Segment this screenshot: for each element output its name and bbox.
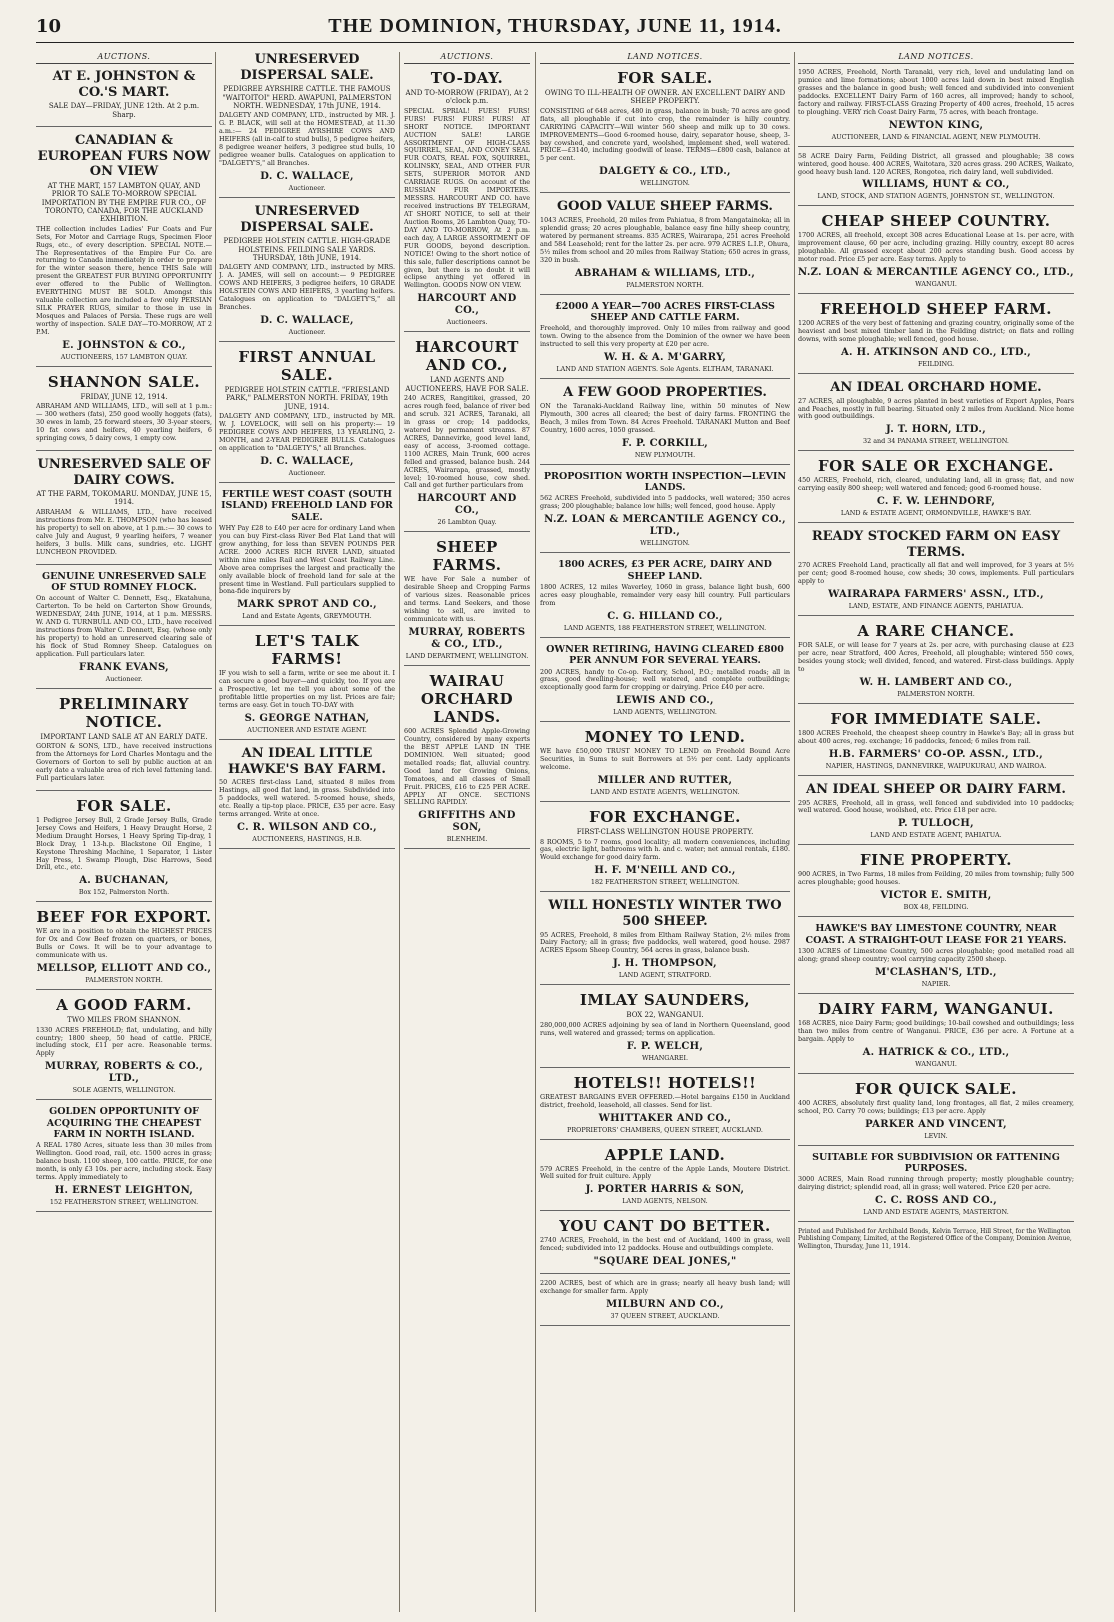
classified-ad — [219, 632, 395, 740]
ad-title: SHANNON SALE. — [47, 372, 201, 391]
advertiser-name: M'CLASHAN'S, LTD., — [875, 966, 997, 978]
ad-body: 900 ACRES, in Two Farms, 18 miles from Feilding, 20 miles from township; fully 500 acres ploughable; good houses. — [798, 870, 1074, 887]
classified-ad — [36, 797, 212, 903]
advertiser-name: MURRAY, ROBERTS & CO., LTD., — [408, 627, 526, 650]
advertiser-address: LAND AGENTS, NELSON. — [622, 1197, 708, 1206]
classified-ad — [219, 204, 395, 342]
classified-ad — [798, 851, 1074, 917]
column-rule — [215, 52, 216, 1612]
column-rule — [399, 52, 400, 1612]
ad-body: On account of Walter C. Dennett, Esq., Ekatahuna, Carterton. To be held on Carterton Show Grounds, WEDNESDAY, 24th JUNE, 1914, at 1 p.m. MESSRS. W. AND G. TURNBULL AND CO., LTD., have received instructions from Walter C. Dennett, Esq. (whose only his property) to hold an unreserved clearing sale of his flock of Stud Romney Sheep. Catalogues on application. Full particulars later. — [36, 594, 212, 658]
advertiser-address: LAND AGENT, STRATFORD. — [618, 971, 712, 980]
classified-ad — [36, 69, 212, 127]
classified-ad — [540, 69, 790, 193]
classified-ad — [36, 908, 212, 990]
ad-body: 270 ACRES Freehold Land, practically all flat and well improved, for 3 years at 5½ per cent; good 8-roomed house, cow sheds; 30 cows, implements. Full particulars apply to — [798, 561, 1074, 586]
advertiser-name: FRANK EVANS, — [79, 661, 169, 673]
ad-body: A REAL 1780 Acres, situate less than 30 miles from Wellington. Good road, rail, etc. 1500 acres in grass; balance bush. 1100 sheep, 100 cattle. PRICE, for one month, is only £3 10s. per acre, including stock. Easy terms. Apply immediately to — [36, 1141, 212, 1182]
ad-title: READY STOCKED FARM ON EASY TERMS. — [811, 529, 1061, 560]
advertiser-address: LAND AND STATION AGENTS. Sole Agents. ELTHAM, TARANAKI. — [556, 365, 774, 374]
advertiser-name: MELLSOP, ELLIOTT AND CO., — [36, 963, 212, 975]
advertiser-address: LAND, STOCK, AND STATION AGENTS, JOHNSTON ST., WELLINGTON. — [817, 192, 1055, 201]
ad-title: CANADIAN & EUROPEAN FURS NOW ON VIEW — [37, 132, 211, 180]
advertiser-name: D. C. WALLACE, — [260, 170, 354, 182]
advertiser-address: AUCTIONEER, LAND & FINANCIAL AGENT, NEW PLYMOUTH. — [831, 132, 1041, 141]
ad-title: A GOOD FARM. — [56, 996, 192, 1015]
ad-title: AN IDEAL ORCHARD HOME. — [830, 380, 1042, 395]
classified-ad — [798, 1080, 1074, 1146]
ad-body: 27 ACRES, all ploughable, 9 acres planted in best varieties of Export Apples, Pears and Peaches, mostly in full bearing. Situated only 2 miles from Auckland. Nice home with good outbuildings. — [798, 396, 1074, 421]
ad-title: GOOD VALUE SHEEP FARMS. — [557, 199, 773, 215]
advertiser-address: LAND AND ESTATE AGENT, PAHIATUA. — [870, 831, 1002, 840]
ad-title: HOTELS!! HOTELS!! — [573, 1073, 757, 1092]
advertiser-address: Auctioneer. — [288, 327, 326, 336]
advertiser-address: WELLINGTON. — [640, 539, 690, 548]
ad-body: DALGETY AND COMPANY, LTD., instructed by MR. J. G. P. BLACK, will sell at the HOMESTEAD, at 11.30 a.m.:— 24 PEDIGREE AYRSHIRE COWS AND HEIFERS (all in-calf to stud bulls), 5 pedigree heifers, 8 pedigree weaner heifers, 3 pedigree stud bulls, 10 pedigree weaner bulls. Catalogues on application to "DALGETY'S," all Branches. — [219, 111, 395, 167]
classified-ad — [540, 1146, 790, 1212]
ad-body: 2740 ACRES, Freehold, in the best end of Auckland, 1400 in grass, well fenced; subdivided into 12 paddocks. House and outbuildings complete. — [540, 1236, 790, 1253]
column-rule — [535, 52, 536, 1612]
advertiser-name: C. G. HILLAND CO., — [607, 610, 723, 622]
column-4 — [540, 52, 790, 1612]
advertiser-address: WHANGAREI. — [641, 1053, 689, 1062]
ad-body: ABRAHAM AND WILLIAMS, LTD., will sell at 1 p.m.:— 300 wethers (fats), 250 good woolly hoggets (fats), 30 ewes in lamb, 25 forward steers, 30 3-year steers, 10 fat cows and heifers, 40 yearling heifers, 6 springing cows, 5 dairy cows, 1 empty cow. — [36, 402, 212, 442]
ad-body: 1330 ACRES FREEHOLD; flat, undulating, and hilly country; 1800 sheep, 50 head of cattle. PRICE, including stock, £11 per acre. Reasonable terms. Apply — [36, 1025, 212, 1058]
advertiser-address: PALMERSTON NORTH. — [626, 280, 704, 289]
advertiser-address: SOLE AGENTS, WELLINGTON. — [72, 1086, 176, 1095]
advertiser-address: PALMERSTON NORTH. — [897, 690, 975, 699]
ad-subtitle: FIRST-CLASS WELLINGTON HOUSE PROPERTY. — [576, 828, 754, 837]
classified-ad — [798, 380, 1074, 451]
ad-title: FOR IMMEDIATE SALE. — [830, 710, 1042, 729]
classified-ad — [540, 385, 790, 464]
ad-title: APPLE LAND. — [604, 1145, 726, 1164]
ad-title: FERTILE WEST COAST (SOUTH ISLAND) FREEHOLD LAND FOR SALE. — [221, 488, 393, 523]
page-number: 10 — [36, 15, 62, 37]
classified-ad — [540, 1074, 790, 1140]
ad-title: 1800 ACRES, £3 PER ACRE, DAIRY AND SHEEP LAND. — [558, 559, 772, 582]
advertiser-address: 32 and 34 PANAMA STREET, WELLINGTON. — [863, 437, 1009, 446]
classified-ad — [540, 991, 790, 1067]
classified-ad — [540, 199, 790, 294]
advertiser-address: LAND AGENTS, WELLINGTON. — [613, 708, 717, 717]
advertiser-name: MARK SPROT AND CO., — [237, 599, 377, 611]
classified-ad — [798, 529, 1074, 616]
advertiser-address: NAPIER, HASTINGS, DANNEVIRKE, WAIPUKURAU, AND WAIROA. — [825, 761, 1047, 770]
ad-title: AT E. JOHNSTON & CO.'S MART. — [52, 69, 196, 100]
ad-body: ON the Taranaki-Auckland Railway line, within 50 minutes of New Plymouth, 300 acres all cleared; the best of dairy farms. FRONTING the Beach, 3 miles from Town. 84 Acres Freehold. TARANAKI Mutton and Beef Country, 1600 acres, 1050 grassed. — [540, 401, 790, 434]
advertiser-address: BLENHEIM. — [446, 835, 488, 844]
advertiser-name: A. HATRICK & CO., LTD., — [862, 1046, 1010, 1058]
ad-body: 1700 ACRES, all freehold, except 308 acres Educational Lease at 1s. per acre, with improvement clause, 60 per acre, including grazing. Hilly country, except 80 acres ploughable. All grassed except about 200 acres standing bush. Good access by motor road. Price £5 per acre. Easy terms. Apply to — [798, 231, 1074, 264]
ad-title: FINE PROPERTY. — [860, 851, 1012, 870]
classified-ad — [36, 571, 212, 689]
ad-body: 95 ACRES, Freehold, 8 miles from Eltham Railway Station, 2½ miles from Dairy Factory; all in grass; five paddocks, well watered, good house. 2987 ACRES Epsom Sheep Country, 564 acres in grass, balance bush. — [540, 930, 790, 955]
advertiser-address: Auctioneer. — [105, 674, 143, 683]
ad-title: UNRESERVED SALE OF DAIRY COWS. — [37, 456, 211, 488]
ad-title: FREEHOLD SHEEP FARM. — [819, 300, 1053, 319]
advertiser-address: WELLINGTON. — [640, 179, 690, 188]
ad-body: 1300 ACRES of Limestone Country, 500 acres ploughable; good metalled road all along; grand sheep country; wool carrying capacity 2500 sheep. — [798, 947, 1074, 963]
advertiser-name: H. F. M'NEILL AND CO., — [594, 865, 736, 877]
ad-subtitle: AT THE MART, 157 LAMBTON QUAY, AND PRIOR TO SALE TO-MORROW SPECIAL IMPORTATION BY THE EMPIRE FUR CO., OF TORONTO, CANADA, FOR THE AUCKLAND EXHIBITION. — [41, 181, 207, 224]
ad-title: IMLAY SAUNDERS, — [579, 991, 751, 1010]
advertiser-address: AUCTIONEERS, 157 LAMBTON QUAY. — [60, 352, 188, 361]
advertiser-name: H.B. FARMERS' CO-OP. ASSN., LTD., — [828, 748, 1044, 760]
advertiser-address: AUCTIONEER AND ESTATE AGENT. — [247, 726, 367, 735]
ad-title: £2000 A YEAR—700 ACRES FIRST-CLASS SHEEP AND CATTLE FARM. — [555, 300, 775, 323]
advertiser-name: LEWIS AND CO., — [616, 695, 714, 707]
column-1 — [36, 52, 212, 1612]
advertiser-name: WHITTAKER AND CO., — [598, 1112, 732, 1124]
ad-title: MONEY TO LEND. — [584, 728, 746, 747]
advertiser-name: A. H. ATKINSON AND CO., LTD., — [840, 347, 1032, 358]
advertiser-address: LAND AND ESTATE AGENTS, MASTERTON. — [863, 1208, 1009, 1217]
classified-ad — [798, 1152, 1074, 1223]
classified-ad — [798, 710, 1074, 776]
ad-subtitle: IMPORTANT LAND SALE AT AN EARLY DATE. — [40, 732, 208, 741]
advertiser-name: WAIRARAPA FARMERS' ASSN., LTD., — [828, 589, 1044, 601]
ad-subtitle: FRIDAY, JUNE 12, 1914. — [80, 392, 168, 401]
ad-subtitle: AND TO-MORROW (FRIDAY), At 2 o'clock p.m. — [405, 89, 529, 106]
ad-body: DALGETY AND COMPANY, LTD., instructed by MRS. J. A. JAMES, will sell on account:— 9 PEDIGREE COWS AND HEIFERS, 3 pedigree heifers, 10 GRADE HOLSTEIN COWS AND HEIFERS, 3 yearling heifers. Catalogues on application to "DALGETY'S," all Branches. — [219, 263, 395, 311]
ad-title: BEEF FOR EXPORT. — [36, 908, 212, 927]
ad-title: WILL HONESTLY WINTER TWO 500 SHEEP. — [548, 898, 782, 929]
advertiser-name: DALGETY & CO., LTD., — [599, 166, 731, 178]
advertiser-name: PARKER AND VINCENT, — [865, 1118, 1007, 1130]
ad-subtitle: TWO MILES FROM SHANNON. — [67, 1016, 181, 1025]
ad-body: WE have £50,000 TRUST MONEY TO LEND on Freehold Bound Acre Securities, in Sums to suit Borrowers at 5½ per cent. Lady applicants welcome. — [540, 747, 790, 772]
advertiser-name: D. C. WALLACE, — [260, 455, 354, 467]
ad-title: AN IDEAL SHEEP OR DAIRY FARM. — [806, 781, 1066, 797]
section-heading: AUCTIONS. — [404, 52, 530, 64]
ad-subtitle: LAND AGENTS AND AUCTIONEERS, HAVE FOR SALE. — [405, 376, 529, 393]
ad-subtitle: OWING TO ILL-HEALTH OF OWNER. AN EXCELLENT DAIRY AND SHEEP PROPERTY. — [544, 89, 786, 106]
classified-ad — [219, 746, 395, 849]
column-3 — [404, 52, 530, 1612]
ad-title: A FEW GOOD PROPERTIES. — [563, 385, 767, 401]
ad-title: YOU CANT DO BETTER. — [559, 1217, 771, 1236]
ad-title: FOR SALE. — [617, 69, 713, 87]
advertiser-name: N.Z. LOAN & MERCANTILE AGENCY CO., LTD., — [798, 267, 1074, 279]
advertiser-address: LEVIN. — [924, 1131, 948, 1140]
classified-ad — [540, 728, 790, 802]
classified-ad — [798, 457, 1074, 523]
advertiser-address: 152 FEATHERSTON STREET, WELLINGTON. — [49, 1198, 199, 1207]
classified-ad — [540, 898, 790, 985]
advertiser-name: J. H. THOMPSON, — [613, 958, 717, 970]
advertiser-name: HARCOURT AND CO., — [417, 293, 517, 317]
ad-body: 240 ACRES, Rangitikei, grassed, 20 acres rough feed, balance of river bed and scrub. 321 ACRES, Taranaki, all in grass or crop; 14 paddocks, watered by permanent streams. 87 ACRES, Dannevirke, good level land, easy of access, 3-roomed cottage. 1100 ACRES, Main Trunk, 600 acres felled and grassed, balance bush. 244 ACRES, Wairarapa, grassed, mostly level; 10-roomed house, cow shed. Call and get further particulars from — [404, 394, 530, 490]
advertiser-address: 182 FEATHERSTON STREET, WELLINGTON. — [590, 878, 740, 887]
ad-subtitle: BOX 22, WANGANUI. — [626, 1011, 704, 1020]
ad-subtitle: PEDIGREE AYRSHIRE CATTLE. THE FAMOUS "WAITOITOI" HERD. AWAPUNI, PALMERSTON NORTH. WEDNESDAY, 17th JUNE, 1914. — [222, 85, 392, 110]
classified-ad — [540, 559, 790, 638]
advertiser-name: N.Z. LOAN & MERCANTILE AGENCY CO., LTD., — [544, 514, 786, 538]
ad-body: 2200 ACRES, best of which are in grass; nearly all heavy bush land; will exchange for smaller farm. Apply — [540, 1279, 790, 1296]
ad-body: 1 Pedigree Jersey Bull, 2 Grade Jersey Bulls, Grade Jersey Cows and Heifers, 1 Heavy Draught Horse, 2 Medium Draught Horses, 1 Heavy Spring Tip-dray, 1 Block Dray, 1 13-h.p. Blackstone Oil Engine, 1 Keystone Threshing Machine, 1 Separator, 1 Lister Hay Press, 1 Swamp Plough, Disc Harrows, Seed Drill, etc., etc. — [36, 815, 212, 872]
ad-title: CHEAP SHEEP COUNTRY. — [821, 212, 1051, 231]
ad-body: 280,000,000 ACRES adjoining by sea of land in Northern Queensland, good runs, well watered and grassed; terms on application. — [540, 1020, 790, 1037]
classified-ad — [404, 69, 530, 332]
section-heading: LAND NOTICES. — [798, 52, 1074, 64]
advertiser-name: NEWTON KING, — [888, 119, 984, 131]
classified-ad — [798, 212, 1074, 294]
ad-body: 295 ACRES, Freehold, all in grass, well fenced and subdivided into 10 paddocks; well watered. Good house, woolshed, etc. Price £18 per acre. — [798, 798, 1074, 815]
classified-ad — [404, 672, 530, 849]
section-heading: AUCTIONS. — [36, 52, 212, 64]
ad-body: 168 ACRES, nice Dairy Farm; good buildings; 10-bail cowshed and outbuildings; less than two miles from centre of Wanganui. PRICE, £36 per acre. A Fortune at a bargain. Apply to — [798, 1018, 1074, 1043]
newspaper-title: THE DOMINION, THURSDAY, JUNE 11, 1914. — [328, 14, 782, 37]
advertiser-address: NAPIER. — [921, 979, 951, 988]
ad-body: WE are in a position to obtain the HIGHEST PRICES for Ox and Cow Beef frozen on quarters, or bones, Bulls or Cows. It will be to your advantage to communicate with us. — [36, 927, 212, 960]
ad-body: DALGETY AND COMPANY, LTD., instructed by MR. W. J. LOVELOCK, will sell on his property:— 19 PEDIGREE COWS AND HEIFERS, 13 YEARLING, 2-MONTH, and 2-YEAR PEDIGREE BULLS. Catalogues on application to "DALGETY'S," all Branches. — [219, 412, 395, 452]
classified-ad — [540, 301, 790, 380]
advertiser-address: WANGANUI. — [915, 1059, 957, 1068]
advertiser-name: C. R. WILSON AND CO., — [237, 821, 377, 833]
ad-body: CONSISTING of 648 acres, 480 in grass, balance in bush; 70 acres are good flats, all ploughable if cut into crop, the remainder is hilly country. CARRYING CAPACITY—Will winter 560 sheep and milk up to 30 cows. IMPROVEMENTS—Good 6-roomed house, dairy, separator house, sheep, 3-bay cowshed, and concrete yard, woolshed, implement shed, well watered. PRICE—£3140, including goodwill of lease. TERMS—£800 cash, balance at 5 per cent. — [540, 106, 790, 163]
advertiser-name: W. H. LAMBERT AND CO., — [859, 677, 1013, 689]
advertiser-name: F. P. WELCH, — [626, 1040, 704, 1052]
advertiser-address: FEILDING. — [917, 360, 954, 368]
ad-body: 450 ACRES, Freehold, rich, cleared, undulating land, all in grass; flat, and now carrying easily 800 sheep; well watered and fenced; good 6-roomed house. — [798, 476, 1074, 493]
classified-ad — [798, 923, 1074, 994]
ad-body: 600 ACRES Splendid Apple-Growing Country, considered by many experts the BEST APPLE LAND IN THE DOMINION. Well situated; good metalled roads; flat, alluvial country. Good land for Growing Onions, Tomatoes, and all classes of Small Fruit. PRICES, £16 to £25 PER ACRE. APPLY AT ONCE. SECTIONS SELLING RAPIDLY. — [404, 727, 530, 807]
ad-body: WHY Pay £28 to £40 per acre for ordinary Land when you can buy First-class River Bed Flat Land that will grow anything, for less than SEVEN POUNDS PER ACRE. 2000 ACRES RICH RIVER LAND, situated within nine miles Rail and West Coast Railway Line. Above area comprises the largest and practically the only available block of freehold land for sale at the present time in Westland. Full particulars supplied to bona-fide inquirers by — [219, 523, 395, 596]
ad-title: FOR SALE. — [76, 796, 172, 815]
ad-title: FIRST ANNUAL SALE. — [238, 347, 376, 384]
advertiser-name: GRIFFITHS AND SON, — [418, 810, 516, 834]
classified-ad — [798, 300, 1074, 374]
advertiser-name: A. BUCHANAN, — [79, 875, 169, 887]
ad-title: FOR SALE OR EXCHANGE. — [817, 457, 1055, 476]
advertiser-name: "SQUARE DEAL JONES," — [593, 1256, 737, 1268]
ad-title: DAIRY FARM, WANGANUI. — [818, 999, 1054, 1018]
ad-title: FOR QUICK SALE. — [855, 1079, 1017, 1098]
advertiser-name: WILLIAMS, HUNT & CO., — [862, 179, 1010, 191]
classified-ad — [36, 996, 212, 1100]
ad-title: GOLDEN OPPORTUNITY OF ACQUIRING THE CHEAPEST FARM IN NORTH ISLAND. — [46, 1106, 202, 1141]
advertiser-name: F. P. CORKILL, — [622, 437, 708, 449]
classified-ad — [36, 695, 212, 791]
ad-title: OWNER RETIRING, HAVING CLEARED £800 PER ANNUM FOR SEVERAL YEARS. — [546, 643, 784, 667]
ad-body: 1800 ACRES, 12 miles Waverley, 1060 in grass, balance light bush, 600 acres easy ploughable, remainder very easy hill country. Full particulars from — [540, 582, 790, 607]
ad-subtitle: SALE DAY—FRIDAY, JUNE 12th. At 2 p.m. Sharp. — [48, 102, 200, 119]
advertiser-address: BOX 48, FEILDING. — [903, 903, 969, 912]
classified-ad — [36, 457, 212, 565]
classified-ad — [36, 133, 212, 367]
classified-ad — [798, 622, 1074, 704]
classified-ad — [404, 338, 530, 532]
advertiser-name: MILBURN AND CO., — [606, 1299, 724, 1311]
classified-ad — [540, 1217, 790, 1274]
advertiser-address: AUCTIONEERS, HASTINGS, H.B. — [252, 834, 362, 843]
ad-body: IF you wish to sell a farm, write or see me about it. I can secure a good buyer—and quickly, too. If you are a Prospective, let me tell you about some of the profitable little properties on my list. Prices are fair; terms are easy. Get in touch TO-DAY with — [219, 669, 395, 710]
advertiser-address: LAND AGENTS, 188 FEATHERSTON STREET, WELLINGTON. — [563, 623, 767, 632]
advertiser-address: 26 Lambton Quay. — [437, 518, 497, 527]
ad-body: 3000 ACRES, Main Road running through property; mostly ploughable country; dairying district; splendid road, all in grass; well watered. Price £20 per acre. — [798, 1175, 1074, 1192]
advertiser-name: MURRAY, ROBERTS & CO., LTD., — [44, 1061, 204, 1085]
ad-title: A RARE CHANCE. — [857, 622, 1015, 641]
ad-body: 1043 ACRES, Freehold, 20 miles from Pahiatua, 8 from Mangatainoka; all in splendid grass; 20 acres ploughable, balance easy fine hilly sheep country, watered by permanent streams. 835 ACRES, Wairarapa, 251 acres Freehold and 584 Leasehold; rent for the latter 2s. per acre. 979 ACRES L.I.P., Ohura, 5½ miles from school and 20 miles from Railway Station; 650 acres in grass, 320 in bush. — [540, 215, 790, 264]
advertiser-address: LAND DEPARTMENT, WELLINGTON. — [405, 652, 529, 660]
ad-title: WAIRAU ORCHARD LANDS. — [420, 672, 514, 726]
advertiser-address: Auctioneer. — [288, 468, 326, 477]
advertiser-address: 37 QUEEN STREET, AUCKLAND. — [610, 1312, 720, 1321]
ad-body: THE collection includes Ladies' Fur Coats and Fur Sets, For Motor and Carriage Rugs, Specimen Floor Rugs, etc., of every description. SPECIAL NOTE.—The Representatives of the Empire Fur Co. are returning to Canada immediately in order to prepare for the winter season there, hence THIS Sale will present the GREATEST FUR BUYING OPPORTUNITY ever offered to the Public of Wellington. EVERYTHING MUST BE SOLD. Amongst this valuable collection are included a few only PERSIAN SILK PRAYER RUGS, similar to those in use in Mosques and Palaces of Persia. These rugs are well worthy of inspection. SALE DAY—TO-MORROW, AT 2 P.M. — [36, 224, 212, 336]
advertiser-name: HARCOURT AND CO., — [417, 493, 517, 517]
advertiser-address: LAND & ESTATE AGENT, ORMONDVILLE, HAWKE'S BAY. — [840, 509, 1032, 518]
ad-title: SHEEP FARMS. — [432, 538, 502, 575]
advertiser-name: P. TULLOCH, — [898, 818, 974, 830]
advertiser-name: C. C. ROSS AND CO., — [874, 1195, 998, 1207]
ad-title: TO-DAY. — [430, 69, 504, 87]
classified-ad — [36, 1106, 212, 1212]
advertiser-address: NEW PLYMOUTH. — [634, 450, 696, 459]
ad-title: UNRESERVED DISPERSAL SALE. — [240, 203, 374, 235]
advertiser-name: ABRAHAM & WILLIAMS, LTD., — [574, 267, 756, 279]
ad-body: 562 ACRES Freehold, subdivided into 5 paddocks, well watered; 350 acres grass; 200 ploughable; balance low hills; well fenced, good house. Apply — [540, 494, 790, 511]
advertiser-name: H. ERNEST LEIGHTON, — [54, 1185, 194, 1197]
classified-ad — [219, 52, 395, 198]
ad-body: ABRAHAM & WILLIAMS, LTD., have received instructions from Mr. E. THOMPSON (who has leased his property) to sell on above, at 1 p.m.:— 30 cows to calve July and August, 9 yearling heifers, 7 weaner heifers, 3 bulls. Milk cans, sundries, etc. LIGHT LUNCHEON PROVIDED. — [36, 507, 212, 556]
ad-subtitle: PEDIGREE HOLSTEIN CATTLE. HIGH-GRADE HOLSTEINS. FEILDING SALE YARDS. THURSDAY, 18th JUNE, 1914. — [223, 237, 391, 262]
ad-title: SUITABLE FOR SUBDIVISION OR FATTENING PURPOSES. — [812, 1151, 1060, 1174]
ad-body: SPECIAL SPRIAL! FUES! FURS! FURS! FURS! FURS! FURS! AT SHORT NOTICE. IMPORTANT AUCTION SALE! LARGE ASSORTMENT OF HIGH-CLASS SQUIRREL, SEAL, AND CONEY SEAL FUR COATS, REAL FOX, SQUIRREL, KOLINSKY, SEAL, AND OTHER FUR SETS, SUPERIOR MOTOR AND CARRIAGE RUGS. On account of the RUSSIAN FUR IMPORTERS. MESSRS. HARCOURT AND CO. have received instructions BY TELEGRAM, AT SHORT NOTICE, to sell at their Auction Rooms, 26 Lambton Quay, TO-DAY AND TO-MORROW, At 2 p.m. each day, A LARGE ASSORTMENT OF FUR GOODS, beyond description. NOTICE! Owing to the short notice of this sale, fuller descriptions cannot be given, but there is no doubt it will eclipse anything yet offered in Wellington. GOODS NOW ON VIEW. — [404, 106, 530, 290]
advertiser-address: Land and Estate Agents, GREYMOUTH. — [242, 612, 372, 621]
ad-body: 1950 ACRES, Freehold, North Taranaki, very rich, level and undulating land on pumice and lime formations; about 1000 acres laid down in best mixed English grasses and the balance in good bush; well fenced and subdivided into convenient paddocks. EXCELLENT Dairy Farm of 160 acres, all improved; handy to school, factory and railway. FIRST-CLASS Grazing Property of 400 acres, freehold, 15 acres to ploughing. VERY rich Coast Dairy Farm, 75 acres, with beach frontage. — [798, 68, 1074, 116]
advertiser-name: J. PORTER HARRIS & SON, — [585, 1184, 745, 1196]
advertiser-name: J. T. HORN, LTD., — [885, 424, 986, 436]
advertiser-address: WANGANUI. — [915, 280, 957, 289]
classified-ad — [219, 348, 395, 483]
ad-body: 579 ACRES Freehold, in the centre of the Apple Lands, Moutere District. Well suited for fruit culture. Apply — [540, 1164, 790, 1181]
ad-subtitle: AT THE FARM, TOKOMARU. MONDAY, JUNE 15, 1914. — [36, 490, 212, 507]
advertiser-address: Box 152, Palmerston North. — [78, 888, 170, 897]
classified-ad — [540, 808, 790, 892]
advertiser-name: D. C. WALLACE, — [260, 314, 354, 326]
publisher-imprint: Printed and Published for Archibald Bonds, Kelvin Terrace, Hill Street, for the Wellington Publishing Company, Limited, at the Registered Office of the Company, Dominion Avenue, Wellington, Thursday, June 11, 1914. — [798, 1228, 1072, 1250]
classified-ad — [798, 69, 1074, 147]
classified-ad — [798, 1000, 1074, 1074]
ad-title: HARCOURT AND CO., — [415, 338, 519, 375]
advertiser-name: VICTOR E. SMITH, — [880, 890, 992, 902]
ad-body: 1200 ACRES of the very best of fattening and grazing country, originally some of the heaviest and best mixed timber land in the Feilding district; on flats and rolling downs, with some ploughable; well fenced, good house. — [798, 319, 1074, 344]
classified-ad — [798, 153, 1074, 207]
ad-body: Freehold, and thoroughly improved. Only 10 miles from railway and good town. Owing to the absence from the Dominion of the owner we have been instructed to sell this very property at £20 per acre. — [540, 324, 790, 349]
ad-title: UNRESERVED DISPERSAL SALE. — [240, 52, 374, 83]
masthead — [36, 10, 1074, 43]
advertiser-address: Auctioneer. — [288, 183, 326, 192]
ad-body: GORTON & SONS, LTD., have received instructions from the Attorneys for Lord Charles Montagu and the Governors of Gorton to sell by public auction at an early date a valuable area of rich level fattening land. Full particulars later. — [36, 742, 212, 782]
ad-body: WE have For Sale a number of desirable Sheep and Cropping Farms of various sizes. Reasonable prices and terms. Land Seekers, and those wishing to sell, are invited to communicate with us. — [404, 575, 530, 624]
ad-body: 8 ROOMS, 5 to 7 rooms, good locality; all modern conveniences, including gas, electric light, bathrooms with h. and c. water; net annual rentals, £180. Would exchange for good dairy farm. — [540, 837, 790, 862]
advertiser-name: E. JOHNSTON & CO., — [62, 339, 186, 351]
classified-ad — [540, 1280, 790, 1326]
classified-ad — [798, 782, 1074, 845]
column-5 — [798, 52, 1074, 1612]
advertiser-address: LAND, ESTATE, AND FINANCE AGENTS, PAHIATUA. — [848, 602, 1024, 611]
column-2 — [219, 52, 395, 1612]
column-rule — [794, 52, 795, 1612]
ad-subtitle: PEDIGREE HOLSTEIN CATTLE. "FRIESLAND PARK," PALMERSTON NORTH. FRIDAY, 19th JUNE, 1914. — [224, 385, 390, 411]
advertiser-address: LAND AND ESTATE AGENTS, WELLINGTON. — [590, 788, 740, 797]
ad-body: 58 ACRE Dairy Farm, Feilding District, all grassed and ploughable; 38 cows wintered, good house. 400 ACRES, Waitotara, 320 acres grass. 290 ACRES, Waikato, good heavy bush land. 120 ACRES, Rongotea, rich dairy land, well subdivided. — [798, 151, 1074, 176]
classified-ad — [36, 373, 212, 451]
ad-body: FOR SALE, or will lease for 7 years at 2s. per acre, with purchasing clause at £23 per acre, near Stratford, 400 Acres, Freehold, all ploughable; wintered 550 cows, besides young stock; well divided, fenced, and watered. First-class buildings. Apply to — [798, 641, 1074, 674]
ad-title: HAWKE'S BAY LIMESTONE COUNTRY, NEAR COAST. A STRAIGHT-OUT LEASE FOR 21 YEARS. — [805, 923, 1067, 946]
classified-ad — [219, 489, 395, 627]
ad-title: GENUINE UNRESERVED SALE OF STUD ROMNEY FLOCK. — [41, 570, 207, 593]
section-heading: LAND NOTICES. — [540, 52, 790, 64]
advertiser-name: S. GEORGE NATHAN, — [244, 713, 370, 725]
classified-ad — [540, 644, 790, 723]
ad-title: PROPOSITION WORTH INSPECTION—LEVIN LANDS. — [543, 470, 787, 493]
advertiser-name: W. H. & A. M'GARRY, — [603, 352, 727, 364]
ad-body: 400 ACRES, absolutely first quality land, long frontages, all flat, 2 miles creamery, school, P.O. Carry 70 cows; buildings; £13 per acre. Apply — [798, 1098, 1074, 1115]
ad-title: LET'S TALK FARMS! — [254, 632, 360, 669]
ad-title: AN IDEAL LITTLE HAWKE'S BAY FARM. — [228, 746, 386, 777]
classified-ad — [404, 538, 530, 666]
advertiser-address: Auctioneers. — [446, 318, 488, 327]
classified-ad — [540, 471, 790, 554]
ad-body: 200 ACRES, handy to Co-op. Factory, School, P.O.; metalled roads; all in grass, good dwelling-house; well watered, and complete outbuildings; exceptionally good farm for cropping or dairying. Price £40 per acre. — [540, 667, 790, 692]
advertiser-name: MILLER AND RUTTER, — [597, 775, 733, 787]
ad-body: 50 ACRES first-class Land, situated 8 miles from Hastings, all good flat land, in grass. Subdivided into 5 paddocks, well watered. 5-roomed house, sheds, etc. Really a tip-top place. PRICE, £35 per acre. Easy terms arranged. Write at once. — [219, 778, 395, 818]
ad-body: GREATEST BARGAINS EVER OFFERED.—Hotel bargains £150 in Auckland district, freehold, leasehold, all classes. Send for list. — [540, 1092, 790, 1109]
advertiser-address: PROPRIETORS' CHAMBERS, QUEEN STREET, AUCKLAND. — [567, 1125, 763, 1134]
advertiser-name: C. F. W. LEHNDORF, — [876, 496, 996, 508]
ad-title: PRELIMINARY NOTICE. — [59, 694, 189, 731]
ad-body: 1800 ACRES Freehold, the cheapest sheep country in Hawke's Bay; all in grass but about 400 acres, reg. exchange; 16 paddocks, fenced; 6 miles from rail. — [798, 729, 1074, 745]
ad-title: FOR EXCHANGE. — [589, 808, 741, 827]
advertiser-address: PALMERSTON NORTH. — [85, 976, 163, 985]
